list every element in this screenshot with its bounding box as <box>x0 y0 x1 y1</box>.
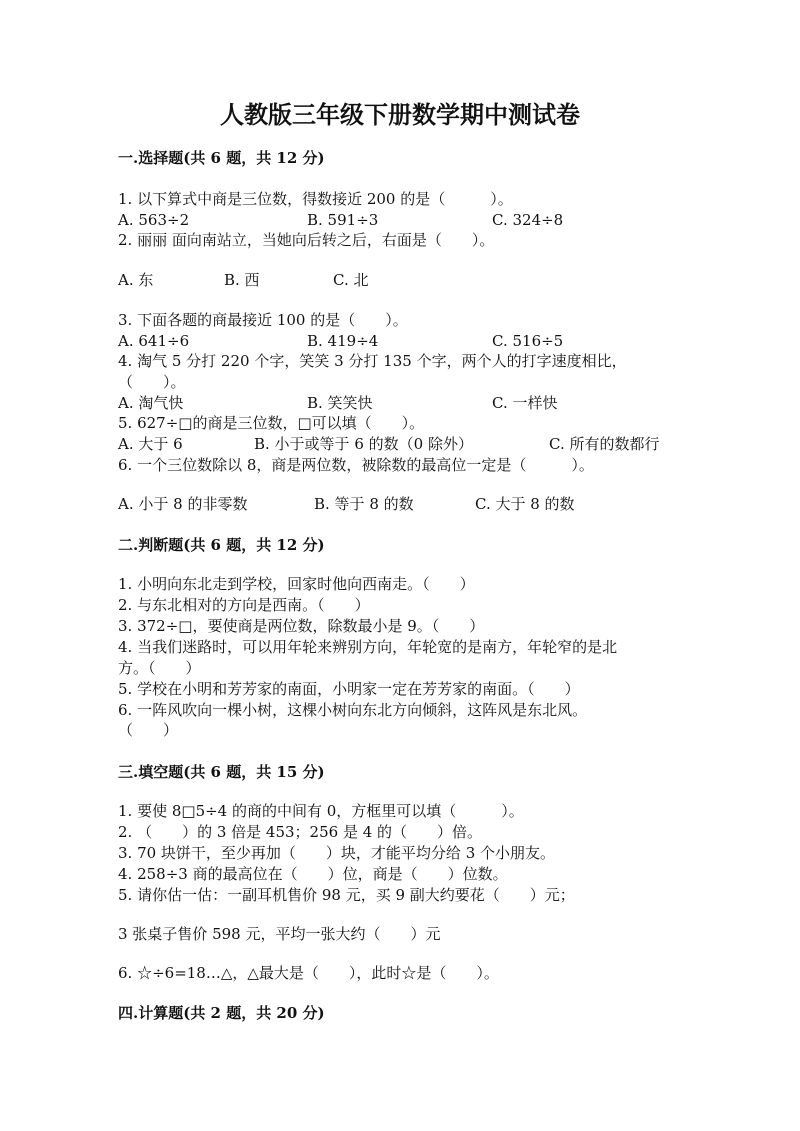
option-1-5-a: A. 大于 6 <box>118 435 183 453</box>
fill-line: 4. 258÷3 商的最高位在（ ）位，商是（ ）位数。 <box>118 865 508 883</box>
page-title: 人教版三年级下册数学期中测试卷 <box>220 100 580 129</box>
option-1-6-a: A. 小于 8 的非零数 <box>118 495 248 513</box>
option-1-1-b: B. 591÷3 <box>307 211 379 229</box>
option-1-6-b: B. 等于 8 的数 <box>314 495 414 513</box>
judge-line: 3. 372÷□，要使商是两位数，除数最小是 9。（ ） <box>118 617 485 635</box>
question-1-6: 6. 一个三位数除以 8，商是两位数，被除数的最高位一定是（ ）。 <box>118 456 594 474</box>
fill-line: 2. （ ）的 3 倍是 453；256 是 4 的（ ）倍。 <box>118 823 483 841</box>
option-1-4-b: B. 笑笑快 <box>307 394 373 412</box>
option-1-2-b: B. 西 <box>224 271 260 289</box>
question-1-2: 2. 丽丽 面向南站立，当她向后转之后，右面是（ ）。 <box>118 231 495 249</box>
fill-line: 6. ☆÷6=18…△，△最大是（ ），此时☆是（ ）。 <box>118 964 499 982</box>
section-heading-fill: 三.填空题(共 6 题，共 15 分) <box>118 763 325 781</box>
question-1-5: 5. 627÷□的商是三位数，□可以填（ ）。 <box>118 414 425 432</box>
option-1-2-c: C. 北 <box>333 271 369 289</box>
judge-line: 4. 当我们迷路时，可以用年轮来辨别方向，年轮宽的是南方，年轮窄的是北 <box>118 638 618 656</box>
option-1-5-c: C. 所有的数都行 <box>549 435 660 453</box>
question-1-1: 1. 以下算式中商是三位数，得数接近 200 的是（ ）。 <box>118 190 513 208</box>
option-1-6-c: C. 大于 8 的数 <box>475 495 575 513</box>
fill-line: 5. 请你估一估：一副耳机售价 98 元，买 9 副大约要花（ ）元； <box>118 886 575 904</box>
fill-line: 3 张桌子售价 598 元，平均一张大约（ ）元 <box>118 925 441 943</box>
section-heading-calc: 四.计算题(共 2 题，共 20 分) <box>118 1004 325 1022</box>
question-1-4-cont: （ ）。 <box>118 373 186 391</box>
judge-line: 6. 一阵风吹向一棵小树，这棵小树向东北方向倾斜，这阵风是东北风。 <box>118 701 588 719</box>
question-1-4: 4. 淘气 5 分打 220 个字，笑笑 3 分打 135 个字，两个人的打字速度相比， <box>118 352 627 370</box>
option-1-4-a: A. 淘气快 <box>118 394 184 412</box>
option-1-3-b: B. 419÷4 <box>307 332 379 350</box>
option-1-3-c: C. 516÷5 <box>492 332 564 350</box>
judge-line: 1. 小明向东北走到学校，回家时他向西南走。（ ） <box>118 575 475 593</box>
option-1-3-a: A. 641÷6 <box>118 332 190 350</box>
judge-line: 方。（ ） <box>118 659 201 677</box>
option-1-1-c: C. 324÷8 <box>492 211 564 229</box>
option-1-1-a: A. 563÷2 <box>118 211 190 229</box>
judge-line: 2. 与东北相对的方向是西南。（ ） <box>118 596 370 614</box>
option-1-2-a: A. 东 <box>118 271 154 289</box>
fill-line: 1. 要使 8□5÷4 的商的中间有 0，方框里可以填（ ）。 <box>118 802 524 820</box>
option-1-4-c: C. 一样快 <box>492 394 558 412</box>
option-1-5-b: B. 小于或等于 6 的数（0 除外） <box>254 435 473 453</box>
question-1-3: 3. 下面各题的商最接近 100 的是（ ）。 <box>118 311 408 329</box>
section-heading-choice: 一.选择题(共 6 题，共 12 分) <box>118 149 325 167</box>
section-heading-judge: 二.判断题(共 6 题，共 12 分) <box>118 536 325 554</box>
judge-line: 5. 学校在小明和芳芳家的南面，小明家一定在芳芳家的南面。（ ） <box>118 680 580 698</box>
judge-line: （ ） <box>118 721 179 739</box>
fill-line: 3. 70 块饼干，至少再加（ ）块，才能平均分给 3 个小朋友。 <box>118 844 556 862</box>
